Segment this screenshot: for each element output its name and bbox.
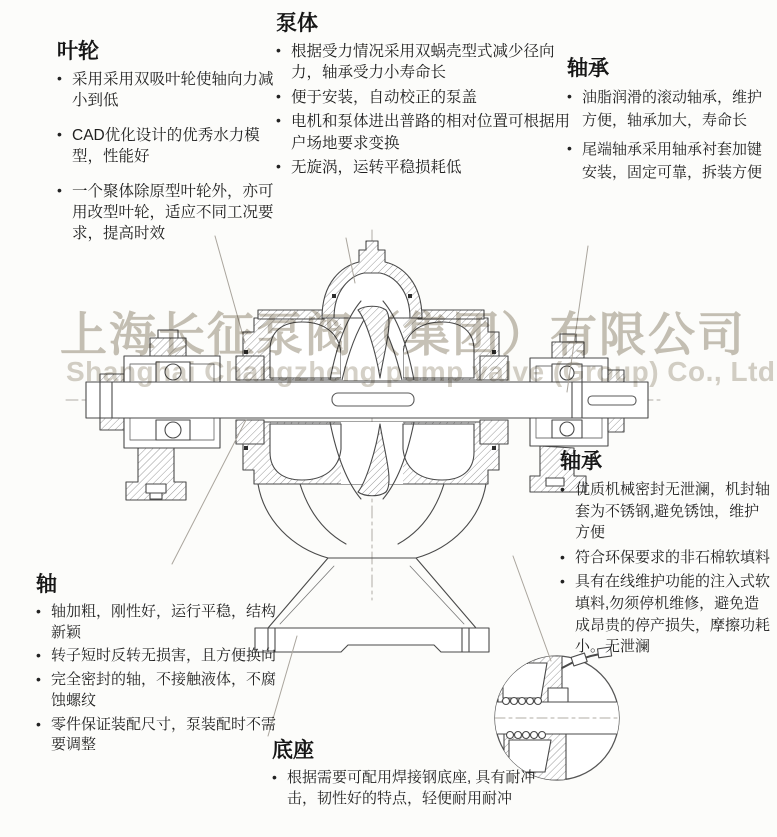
- section-pump-body-title: 泵体: [276, 12, 318, 35]
- list-item: • 轴加粗，刚性好，运行平稳，结构新颖: [36, 602, 288, 643]
- list-item: • 尾端轴承采用轴承衬套加键安装，固定可靠，拆装方便: [567, 138, 773, 185]
- list-item: • 具有在线维护功能的注入式软填料,勿须停机维修，避免造成昂贵的停产损失，摩擦功耗小。无泄澜: [560, 571, 774, 657]
- list-item: • 完全密封的轴，不接触液体，不腐蚀螺纹: [36, 670, 288, 711]
- list-item: • 符合环保要求的非石棉软填料: [560, 547, 774, 569]
- list-item: • CAD优化设计的优秀水力模型，性能好: [57, 125, 282, 168]
- list-item: • 根据受力情况采用双蜗壳型式减少径向力，轴承受力小寿命长: [276, 41, 584, 84]
- section-shaft-list: [36, 602, 288, 756]
- list-item: • 转子短时反转无损害，且方便换向: [36, 646, 288, 667]
- pedestal-base: [255, 558, 489, 652]
- section-seal-title: 轴承: [560, 450, 602, 473]
- watermark-company-cn: 上海长征泵阀（集团）有限公司: [60, 308, 746, 361]
- section-bearing-top-title: 轴承: [567, 57, 609, 80]
- section-base: [272, 739, 560, 812]
- section-bearing-top: [567, 57, 773, 189]
- pump-shaft: [86, 382, 648, 418]
- section-impeller-title: 叶轮: [57, 40, 99, 63]
- section-seal: [560, 450, 774, 661]
- section-bearing-top-list: [567, 86, 773, 184]
- list-item: • 一个聚体除原型叶轮外，亦可用改型叶轮，适应不同工况要求，提高时效: [57, 181, 282, 245]
- section-pump-body-list: [276, 41, 584, 178]
- section-base-title: 底座: [272, 739, 314, 762]
- section-shaft-title: 轴: [36, 573, 57, 596]
- section-impeller-list: [57, 69, 282, 245]
- section-base-list: [272, 768, 560, 809]
- list-item: • 电机和泵体进出普路的相对位置可根据用户场地要求变换: [276, 111, 584, 154]
- section-shaft: [36, 573, 288, 759]
- watermark-company-en: Shanghai Changzheng pump valve (Group) Co., Ltd: [66, 356, 776, 387]
- list-item: • 优质机械密封无泄澜，机封轴套为不锈钢,避免锈蚀，维护方便: [560, 479, 774, 544]
- list-item: • 根据需要可配用焊接钢底座, 具有耐冲击，韧性好的特点，轻便耐用耐冲: [272, 768, 560, 809]
- section-seal-list: [560, 479, 774, 658]
- list-item: • 便于安装，自动校正的泵盖: [276, 87, 584, 108]
- section-impeller: [57, 40, 282, 258]
- list-item: • 零件保证装配尺寸，泵装配时不需要调整: [36, 715, 288, 756]
- list-item: • 油脂润滑的滚动轴承，维护方便，轴承加大，寿命长: [567, 86, 773, 133]
- list-item: • 无旋涡，运转平稳损耗低: [276, 157, 584, 178]
- section-pump-body: [276, 12, 584, 181]
- lower-casing: [243, 422, 499, 558]
- list-item: • 采用采用双吸叶轮使轴向力减小到低: [57, 69, 282, 112]
